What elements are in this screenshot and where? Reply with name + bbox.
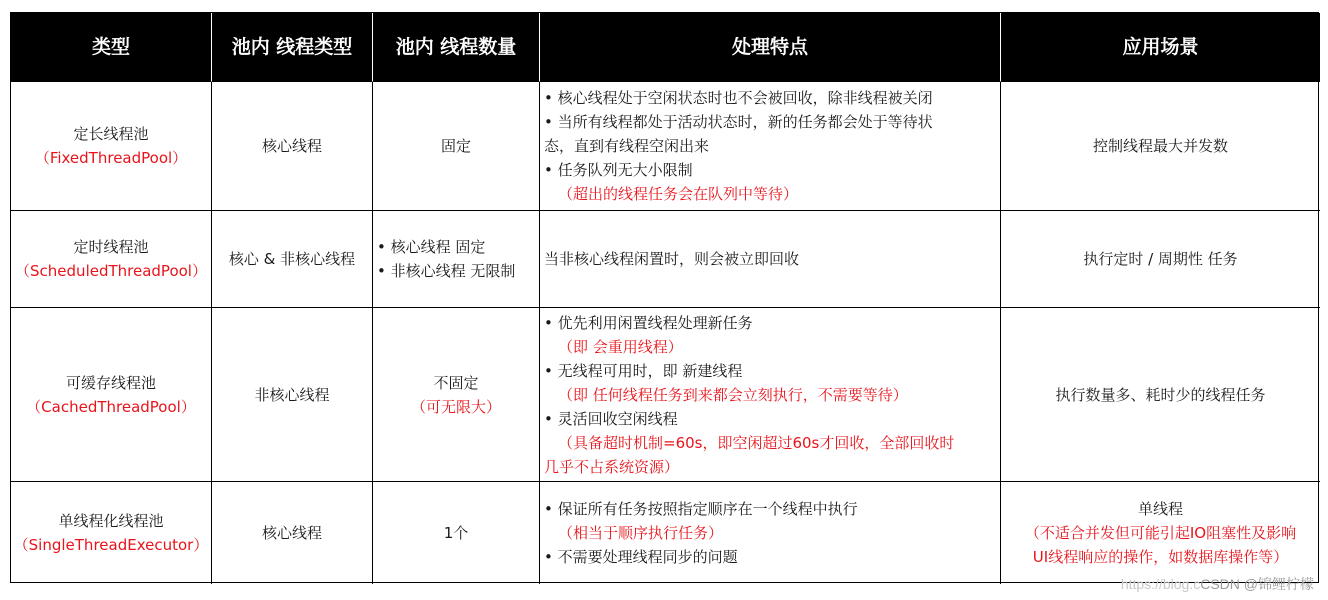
row-fixed-thread-type <box>212 82 373 211</box>
row-cached-type <box>11 308 212 482</box>
type-name: 单线程化线程池 <box>58 512 164 530</box>
feature-note: （即 会重用线程） <box>558 337 683 356</box>
scenario-text: 单线程 <box>1137 500 1183 518</box>
feature-line: • 核心线程处于空闲状态时也不会被回收，除非线程被关闭 <box>544 89 933 107</box>
row-cached-features <box>540 308 1001 482</box>
type-name: 可缓存线程池 <box>65 373 156 392</box>
type-name: 定长线程池 <box>73 125 149 143</box>
scenario-text: 执行数量多、耗时少的线程任务 <box>1055 385 1266 404</box>
row-fixed-features <box>540 82 1001 211</box>
row-single-type <box>11 482 212 584</box>
thread-count-text: 1个 <box>443 524 469 542</box>
row-scheduled-type <box>11 211 212 308</box>
watermark-text: CSDN @锦鲤柠檬 <box>1200 576 1314 592</box>
scenario-note: （不适合并发但可能引起IO阻塞性及影响 <box>1024 524 1297 542</box>
header-features: 处理特点 <box>540 13 1001 82</box>
type-en: （ScheduledThreadPool） <box>15 262 207 280</box>
thread-type-text: 核心线程 <box>261 137 322 155</box>
row-single-thread-count <box>373 482 540 584</box>
row-fixed-thread-count <box>373 82 540 211</box>
row-scheduled-thread-type <box>212 211 373 308</box>
watermark <box>1121 574 1314 594</box>
thread-count-line: • 非核心线程 无限制 <box>377 262 516 280</box>
feature-line: • 保证所有任务按照指定顺序在一个线程中执行 <box>544 500 858 518</box>
thread-count-line: • 核心线程 固定 <box>377 238 486 256</box>
feature-note: （超出的线程任务会在队列中等待） <box>558 185 799 203</box>
thread-count-text: 固定 <box>440 137 471 155</box>
row-cached-scenario <box>1001 308 1320 482</box>
row-scheduled-scenario <box>1001 211 1320 308</box>
feature-line: • 优先利用闲置线程处理新任务 <box>544 313 753 332</box>
type-en: （FixedThreadPool） <box>34 149 188 167</box>
type-en: （SingleThreadExecutor） <box>13 536 209 554</box>
feature-line: 态，直到有线程空闲出来 <box>544 137 710 155</box>
thread-pool-table <box>10 12 1319 583</box>
feature-note: （即 任何线程任务到来都会立刻执行，不需要等待） <box>558 385 908 404</box>
scenario-note: UI线程响应的操作，如数据库操作等） <box>1032 548 1289 566</box>
row-scheduled-thread-count <box>373 211 540 308</box>
row-single-scenario <box>1001 482 1320 584</box>
thread-type-text: 核心线程 <box>261 524 322 542</box>
feature-line: • 无线程可用时，即 新建线程 <box>544 361 743 380</box>
row-single-thread-type <box>212 482 373 584</box>
header-type: 类型 <box>11 13 212 82</box>
row-fixed-type <box>11 82 212 211</box>
type-en: （CachedThreadPool） <box>26 397 196 416</box>
thread-type-text: 核心 & 非核心线程 <box>228 250 356 268</box>
feature-line: • 任务队列无大小限制 <box>544 161 693 179</box>
feature-line: • 灵活回收空闲线程 <box>544 409 678 428</box>
header-thread-count: 池内 线程数量 <box>373 13 540 82</box>
header-scenario: 应用场景 <box>1001 13 1320 82</box>
header-thread-type: 池内 线程类型 <box>212 13 373 82</box>
scenario-text: 控制线程最大并发数 <box>1092 137 1228 155</box>
thread-count-text: 不固定 <box>433 373 479 392</box>
feature-line: • 当所有线程都处于活动状态时，新的任务都会处于等待状 <box>544 113 933 131</box>
row-cached-thread-type <box>212 308 373 482</box>
type-name: 定时线程池 <box>73 238 149 256</box>
watermark-url: https://blog.c <box>1120 576 1201 592</box>
row-cached-thread-count <box>373 308 540 482</box>
thread-count-note: （可无限大） <box>410 397 501 416</box>
row-single-features <box>540 482 1001 584</box>
feature-line: • 不需要处理线程同步的问题 <box>544 548 738 566</box>
feature-note: （相当于顺序执行任务） <box>558 524 724 542</box>
thread-type-text: 非核心线程 <box>254 385 330 404</box>
row-fixed-scenario <box>1001 82 1320 211</box>
feature-note: 几乎不占系统资源） <box>544 457 680 476</box>
row-scheduled-features <box>540 211 1001 308</box>
feature-line: 当非核心线程闲置时，则会被立即回收 <box>544 250 800 268</box>
feature-note: （具备超时机制=60s，即空闲超过60s才回收，全部回收时 <box>558 433 955 452</box>
scenario-text: 执行定时 / 周期性 任务 <box>1083 250 1238 268</box>
